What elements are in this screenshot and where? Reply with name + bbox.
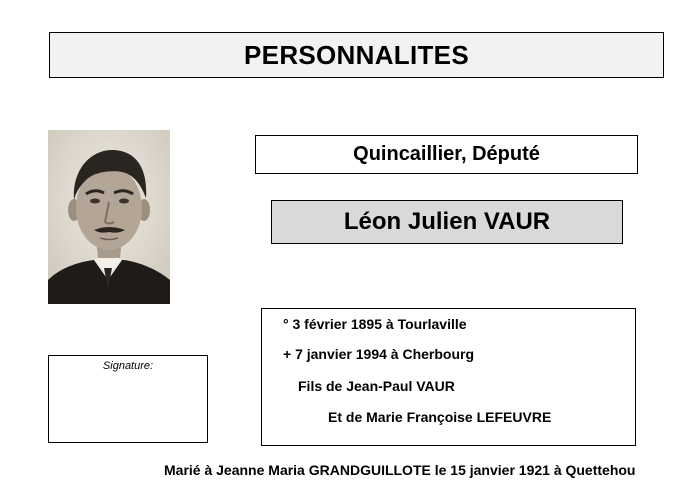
birth-line: ° 3 février 1895 à Tourlaville <box>283 316 467 332</box>
death-line: + 7 janvier 1994 à Cherbourg <box>283 346 475 362</box>
mother-line: Et de Marie Françoise LEFEUVRE <box>328 409 552 425</box>
portrait-icon <box>48 130 170 304</box>
father-line: Fils de Jean-Paul VAUR <box>298 378 455 394</box>
name-box <box>271 200 623 244</box>
signature-box <box>48 355 208 443</box>
biography-box <box>261 308 636 446</box>
page-title <box>49 32 664 78</box>
signature-label: Signature: <box>102 360 154 372</box>
marriage-line: Marié à Jeanne Maria GRANDGUILLOTE le 15 janvier 1921 à Quettehou <box>164 462 636 478</box>
profession-box <box>255 135 638 174</box>
person-name: Léon Julien VAUR <box>343 208 551 235</box>
portrait-photo <box>48 130 170 304</box>
page-title-text: PERSONNALITES <box>244 39 469 70</box>
profession-text: Quincaillier, Député <box>353 143 540 165</box>
